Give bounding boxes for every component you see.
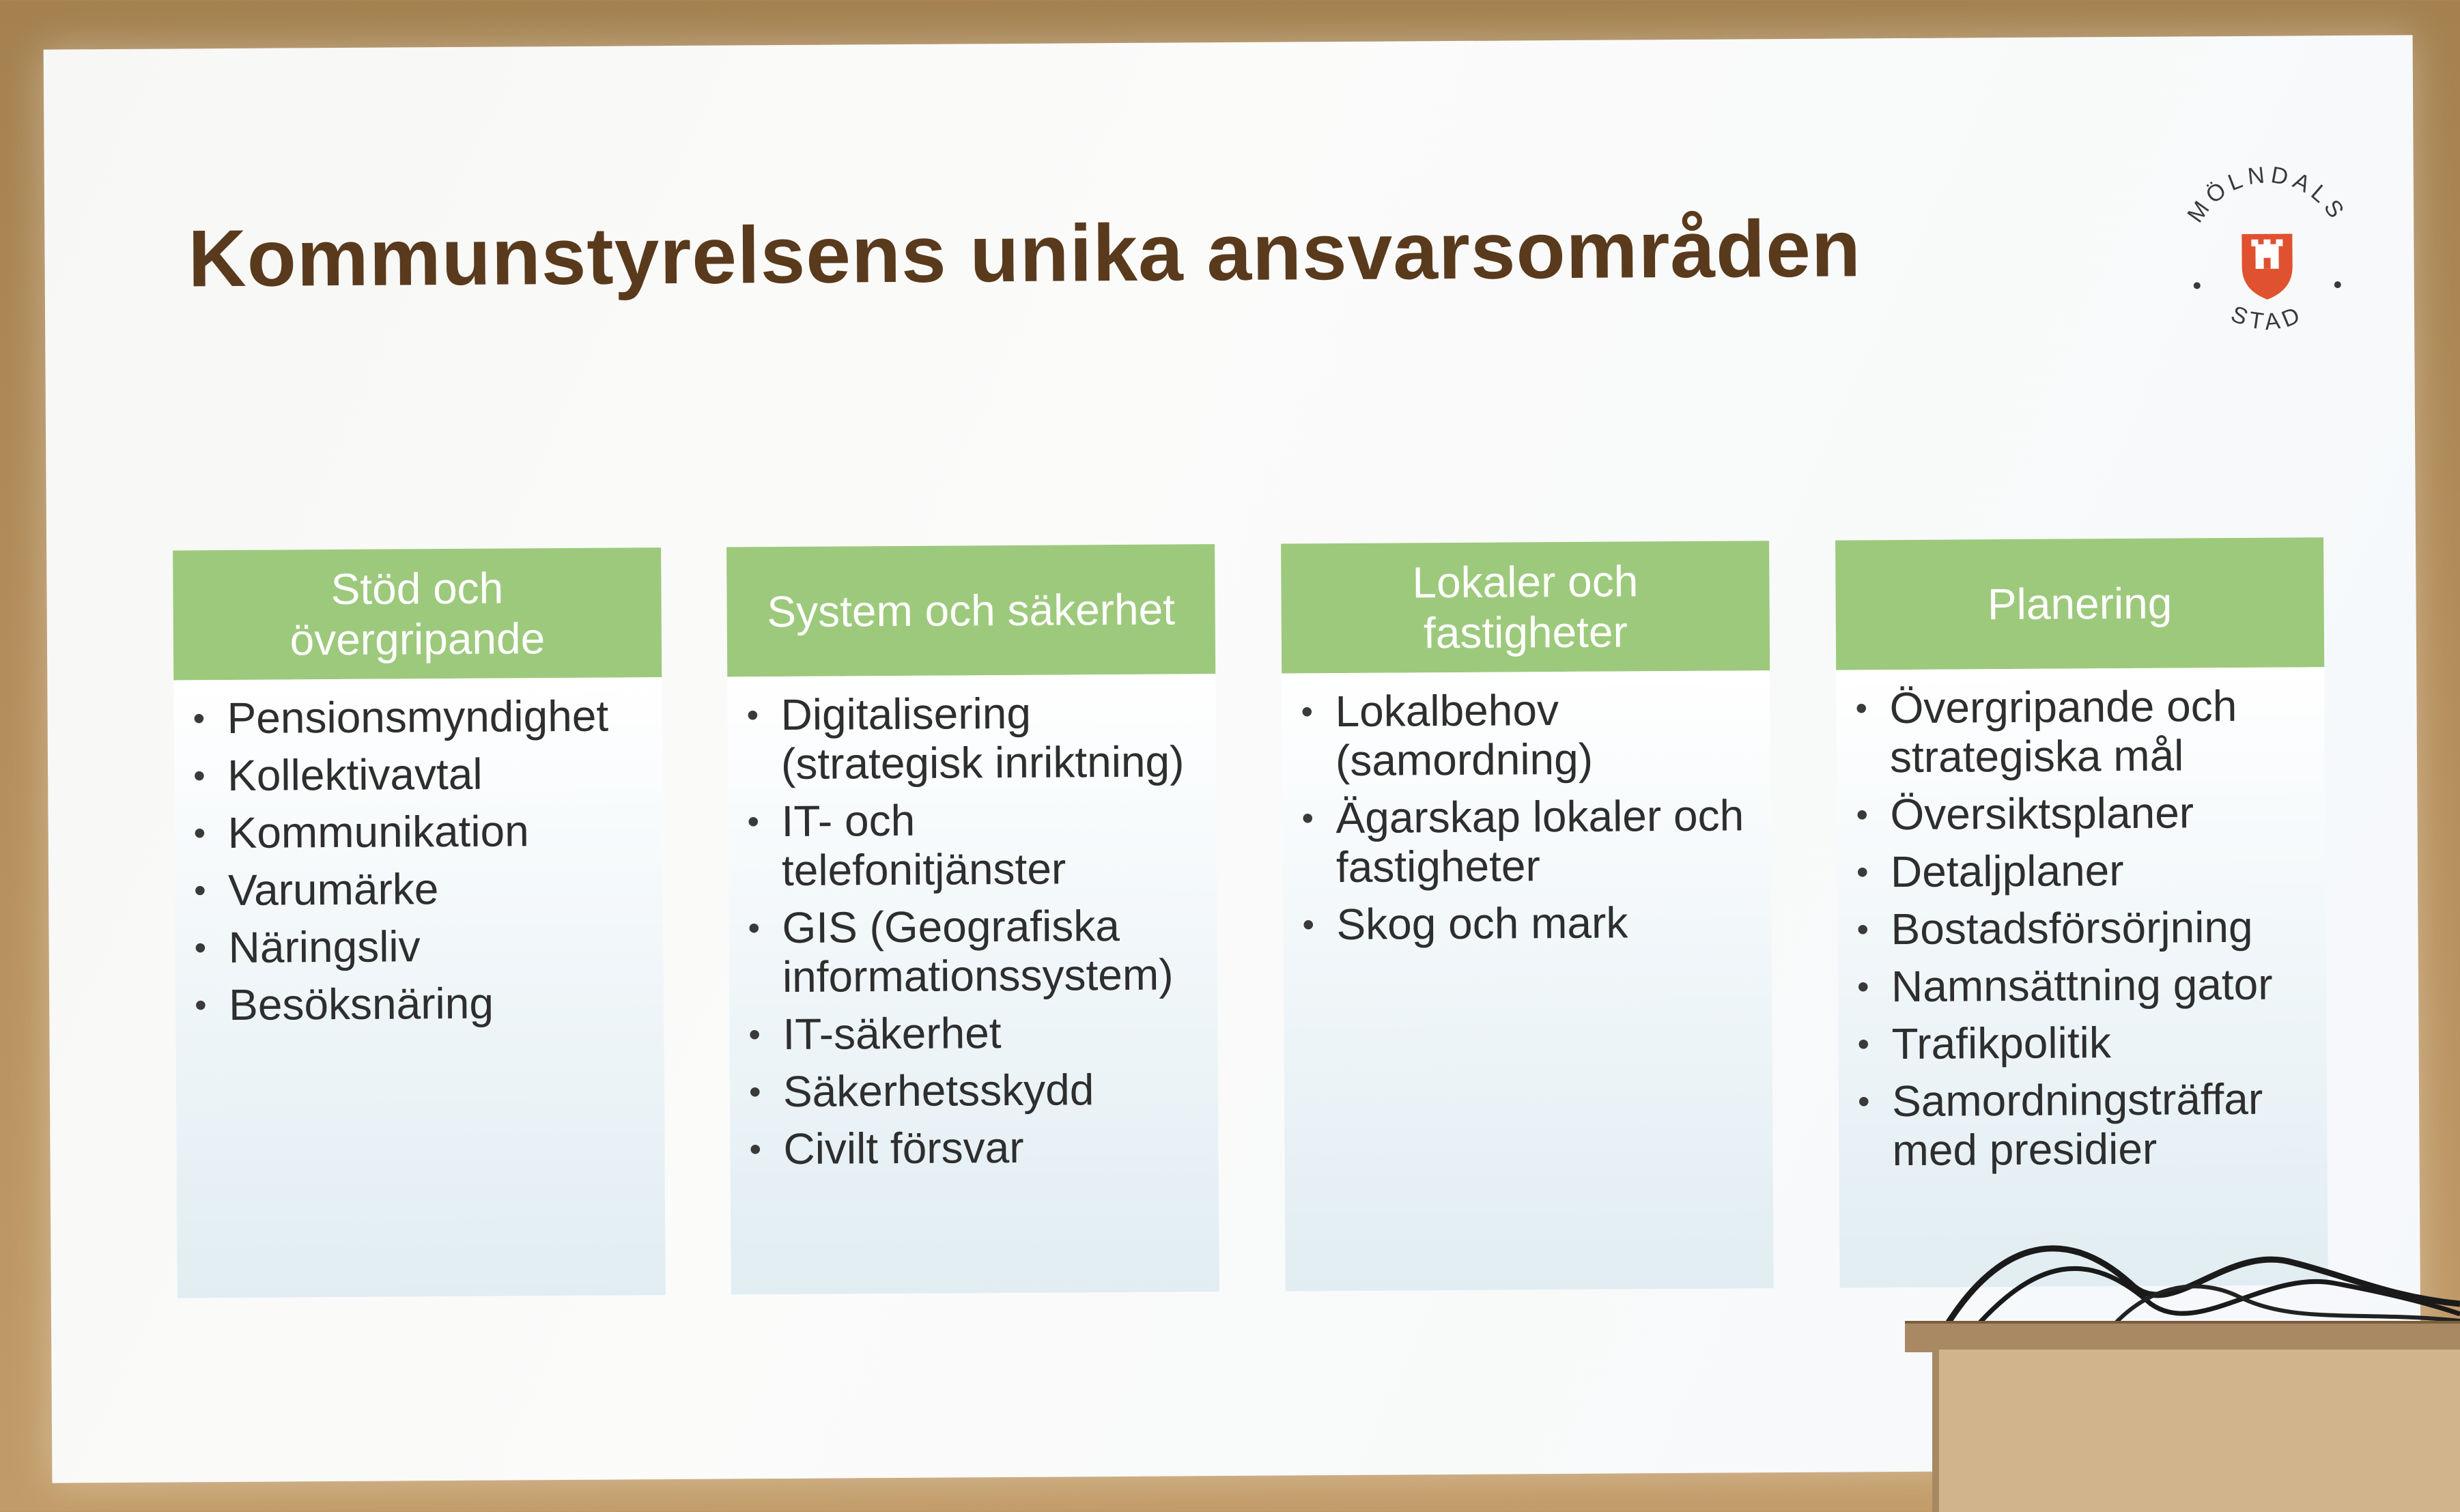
list-item: • Digitalisering (strategisk inriktning)	[746, 687, 1209, 788]
list-item: • Detaljplaner	[1856, 844, 2319, 896]
cables	[1912, 1201, 2460, 1338]
list-item: • GIS (Geografiska informationssystem)	[748, 900, 1211, 1001]
logo-top-text: MÖLNDALS	[2182, 161, 2352, 227]
list-item: • Kollektivavtal	[193, 748, 655, 800]
list-item: • Säkerhetsskydd	[749, 1064, 1211, 1116]
list-item: • Varumärke	[194, 863, 656, 915]
list-item: • Näringsliv	[194, 920, 656, 972]
column-header	[173, 547, 662, 680]
list-item: • Samordningsträffar med presidier	[1858, 1074, 2321, 1175]
svg-text:MÖLNDALS	[2182, 161, 2351, 227]
column-planering	[1835, 537, 2328, 1287]
list-item: • Lokalbehov (samordning)	[1301, 684, 1764, 785]
column-lokaler	[1281, 541, 1774, 1291]
podium-body	[1932, 1350, 2460, 1512]
list-item: • Trafikpolitik	[1857, 1016, 2319, 1068]
list-item: • Översiktsplaner	[1856, 787, 2318, 839]
column-body	[1282, 670, 1774, 1291]
column-body	[727, 674, 1219, 1294]
column-body	[1836, 667, 2328, 1287]
list-item: • Bostadsförsörjning	[1856, 902, 2319, 954]
logo-dot-left	[2194, 282, 2201, 289]
list-item: • Kommunikation	[193, 805, 655, 857]
column-header	[1835, 537, 2324, 670]
slide-title: Kommunstyrelsens unika ansvarsområden	[188, 203, 1862, 304]
molndal-logo	[2153, 138, 2380, 365]
column-header	[1281, 541, 1770, 673]
list-item: • Skog och mark	[1302, 897, 1764, 949]
list-item: • IT-säkerhet	[748, 1007, 1211, 1059]
logo-bottom-text: STAD	[2227, 300, 2308, 336]
column-header	[726, 544, 1215, 676]
column-header-line: Stöd och	[330, 563, 504, 614]
column-header-line: Planering	[1987, 578, 2173, 629]
column-header-line: fastigheter	[1423, 607, 1628, 658]
logo-dot-right	[2334, 281, 2341, 288]
column-header-line: övergripande	[289, 614, 546, 665]
list-item: • IT- och telefonitjänster	[747, 794, 1210, 895]
list-item: • Övergripande och strategiska mål	[1855, 681, 2318, 782]
list-item: • Pensionsmyndighet	[193, 691, 655, 743]
column-header-line: System och säkerhet	[767, 584, 1176, 637]
molndal-coat-of-arms-icon	[2242, 234, 2293, 300]
column-system	[726, 544, 1219, 1294]
podium-top	[1905, 1321, 2460, 1352]
column-header-line: Lokaler och	[1412, 556, 1639, 608]
svg-text:STAD	[2227, 300, 2308, 335]
list-item: • Civilt försvar	[749, 1122, 1211, 1173]
list-item: • Ägarskap lokaler och fastigheter	[1301, 790, 1764, 891]
column-body	[173, 677, 666, 1298]
podium	[1905, 1321, 2460, 1512]
list-item: • Namnsättning gator	[1857, 959, 2319, 1011]
column-stod	[173, 547, 666, 1298]
list-item: • Besöksnäring	[195, 978, 657, 1029]
